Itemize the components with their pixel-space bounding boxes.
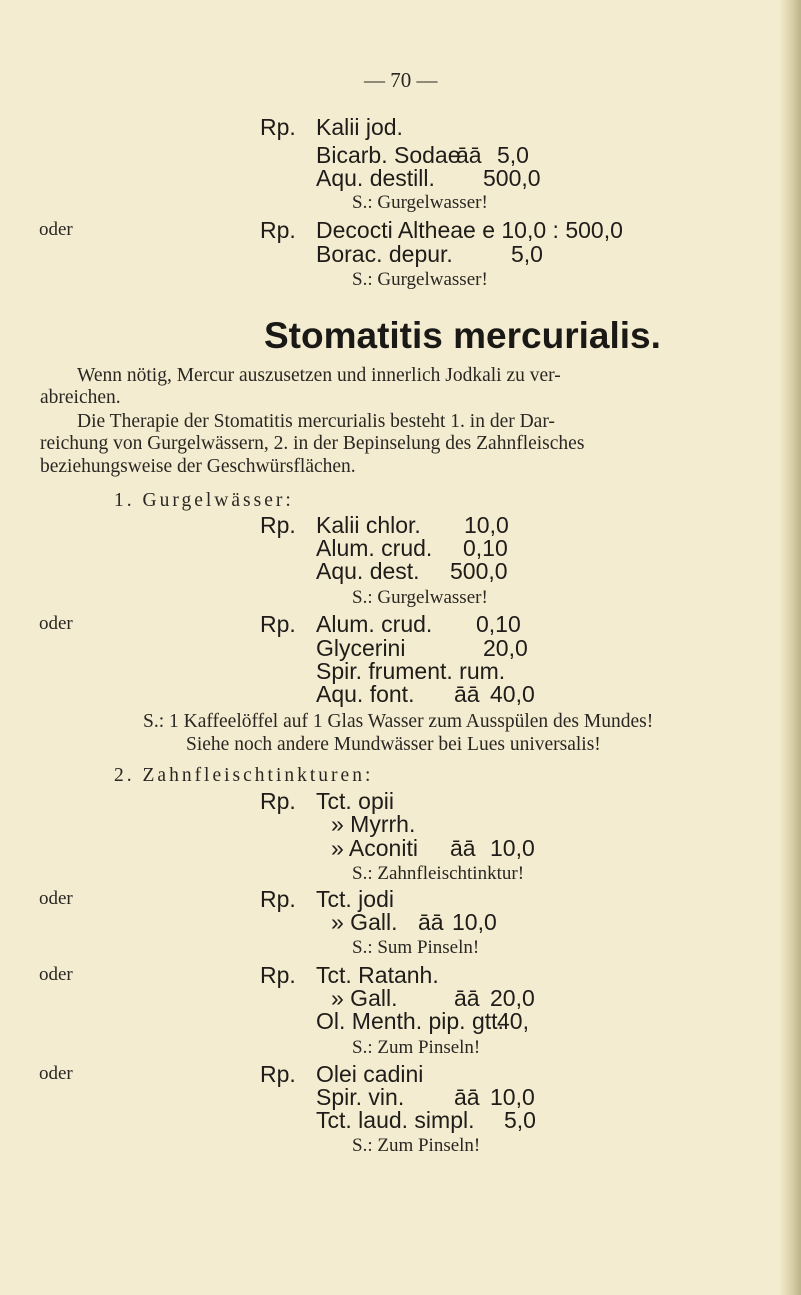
ingredient: Tct. laud. simpl.	[316, 1107, 475, 1133]
aa-mark: āā	[456, 142, 482, 168]
aa-mark: āā	[418, 909, 444, 935]
ingredient: » Gall.	[331, 909, 398, 935]
amount: 0,10	[476, 611, 521, 637]
ingredient: Aqu. font.	[316, 681, 415, 707]
subheading: 1. Gurgelwässer:	[114, 490, 294, 511]
amount: 40,	[497, 1008, 529, 1034]
rp-label: Rp.	[260, 512, 296, 538]
paragraph-line: reichung von Gurgelwässern, 2. in der Bepinselung des Zahnfleisches	[40, 433, 585, 454]
aa-mark: āā	[454, 985, 480, 1011]
rp-label: Rp.	[260, 962, 296, 988]
aa-mark: āā	[450, 835, 476, 861]
amount: 10,0	[490, 835, 535, 861]
paragraph-line: Wenn nötig, Mercur auszusetzen und innerlich Jodkali zu ver-	[77, 365, 561, 386]
oder-label: oder	[39, 888, 73, 909]
ingredient: Decocti Altheae e 10,0 : 500,0	[316, 217, 623, 243]
ingredient: Tct. opii	[316, 788, 394, 814]
ingredient: Borac. depur.	[316, 241, 453, 267]
ingredient: » Aconiti	[331, 835, 418, 861]
ingredient: Kalii chlor.	[316, 512, 421, 538]
ingredient: Aqu. dest.	[316, 558, 420, 584]
ingredient: » Myrrh.	[331, 811, 416, 837]
signa: S.: Zum Pinseln!	[352, 1037, 481, 1058]
amount: 500,0	[450, 558, 508, 584]
section-title: Stomatitis mercurialis.	[264, 315, 661, 356]
oder-label: oder	[39, 219, 73, 240]
ingredient: Spir. vin.	[316, 1084, 405, 1110]
signa: S.: Gurgelwasser!	[352, 269, 488, 290]
rp-label: Rp.	[260, 788, 296, 814]
rp-label: Rp.	[260, 217, 296, 243]
aa-mark: āā	[454, 681, 480, 707]
ingredient: Tct. jodi	[316, 886, 394, 912]
rp-label: Rp.	[260, 114, 296, 140]
ingredient: Olei cadini	[316, 1061, 424, 1087]
aa-mark: āā	[454, 1084, 480, 1110]
amount: 500,0	[483, 165, 541, 191]
amount: 10,0	[464, 512, 509, 538]
subheading: 2. Zahnfleischtinkturen:	[114, 765, 374, 786]
amount: 5,0	[511, 241, 543, 267]
rp-label: Rp.	[260, 1061, 296, 1087]
ingredient: » Gall.	[331, 985, 398, 1011]
amount: 5,0	[504, 1107, 536, 1133]
ingredient: Alum. crud.	[316, 535, 433, 561]
ingredient: Alum. crud.	[316, 611, 433, 637]
paragraph-line: Die Therapie der Stomatitis mercurialis besteht 1. in der Dar-	[77, 411, 555, 432]
amount: 0,10	[463, 535, 508, 561]
signa: S.: Sum Pinseln!	[352, 937, 480, 958]
oder-label: oder	[39, 613, 73, 634]
ingredient: Ol. Menth. pip. gtt.	[316, 1008, 504, 1034]
signa: S.: Gurgelwasser!	[352, 192, 488, 213]
signa-long-line: Siehe noch andere Mundwässer bei Lues universalis!	[186, 734, 601, 755]
amount: 20,0	[490, 985, 535, 1011]
signa: S.: Gurgelwasser!	[352, 587, 488, 608]
amount: 5,0	[497, 142, 529, 168]
ingredient: Spir. frument. rum.	[316, 658, 506, 684]
amount: 10,0	[490, 1084, 535, 1110]
paragraph-line: beziehungsweise der Geschwürsflächen.	[40, 456, 356, 477]
paragraph-line: abreichen.	[40, 387, 121, 408]
ingredient: Tct. Ratanh.	[316, 962, 439, 988]
amount: 10,0	[452, 909, 497, 935]
page-number: — 70 —	[364, 68, 438, 92]
ingredient: Glycerini	[316, 635, 406, 661]
ingredient: Kalii jod.	[316, 114, 403, 140]
rp-label: Rp.	[260, 611, 296, 637]
rp-label: Rp.	[260, 886, 296, 912]
amount: 20,0	[483, 635, 528, 661]
oder-label: oder	[39, 964, 73, 985]
amount: 40,0	[490, 681, 535, 707]
signa: S.: Zahnfleischtinktur!	[352, 863, 525, 884]
signa: S.: Zum Pinseln!	[352, 1135, 481, 1156]
ingredient: Bicarb. Sodae	[316, 142, 461, 168]
oder-label: oder	[39, 1063, 73, 1084]
signa-long-line: S.: 1 Kaffeelöffel auf 1 Glas Wasser zum Ausspülen des Mundes!	[143, 711, 654, 732]
page-edge-shadow	[779, 0, 801, 1295]
ingredient: Aqu. destill.	[316, 165, 435, 191]
